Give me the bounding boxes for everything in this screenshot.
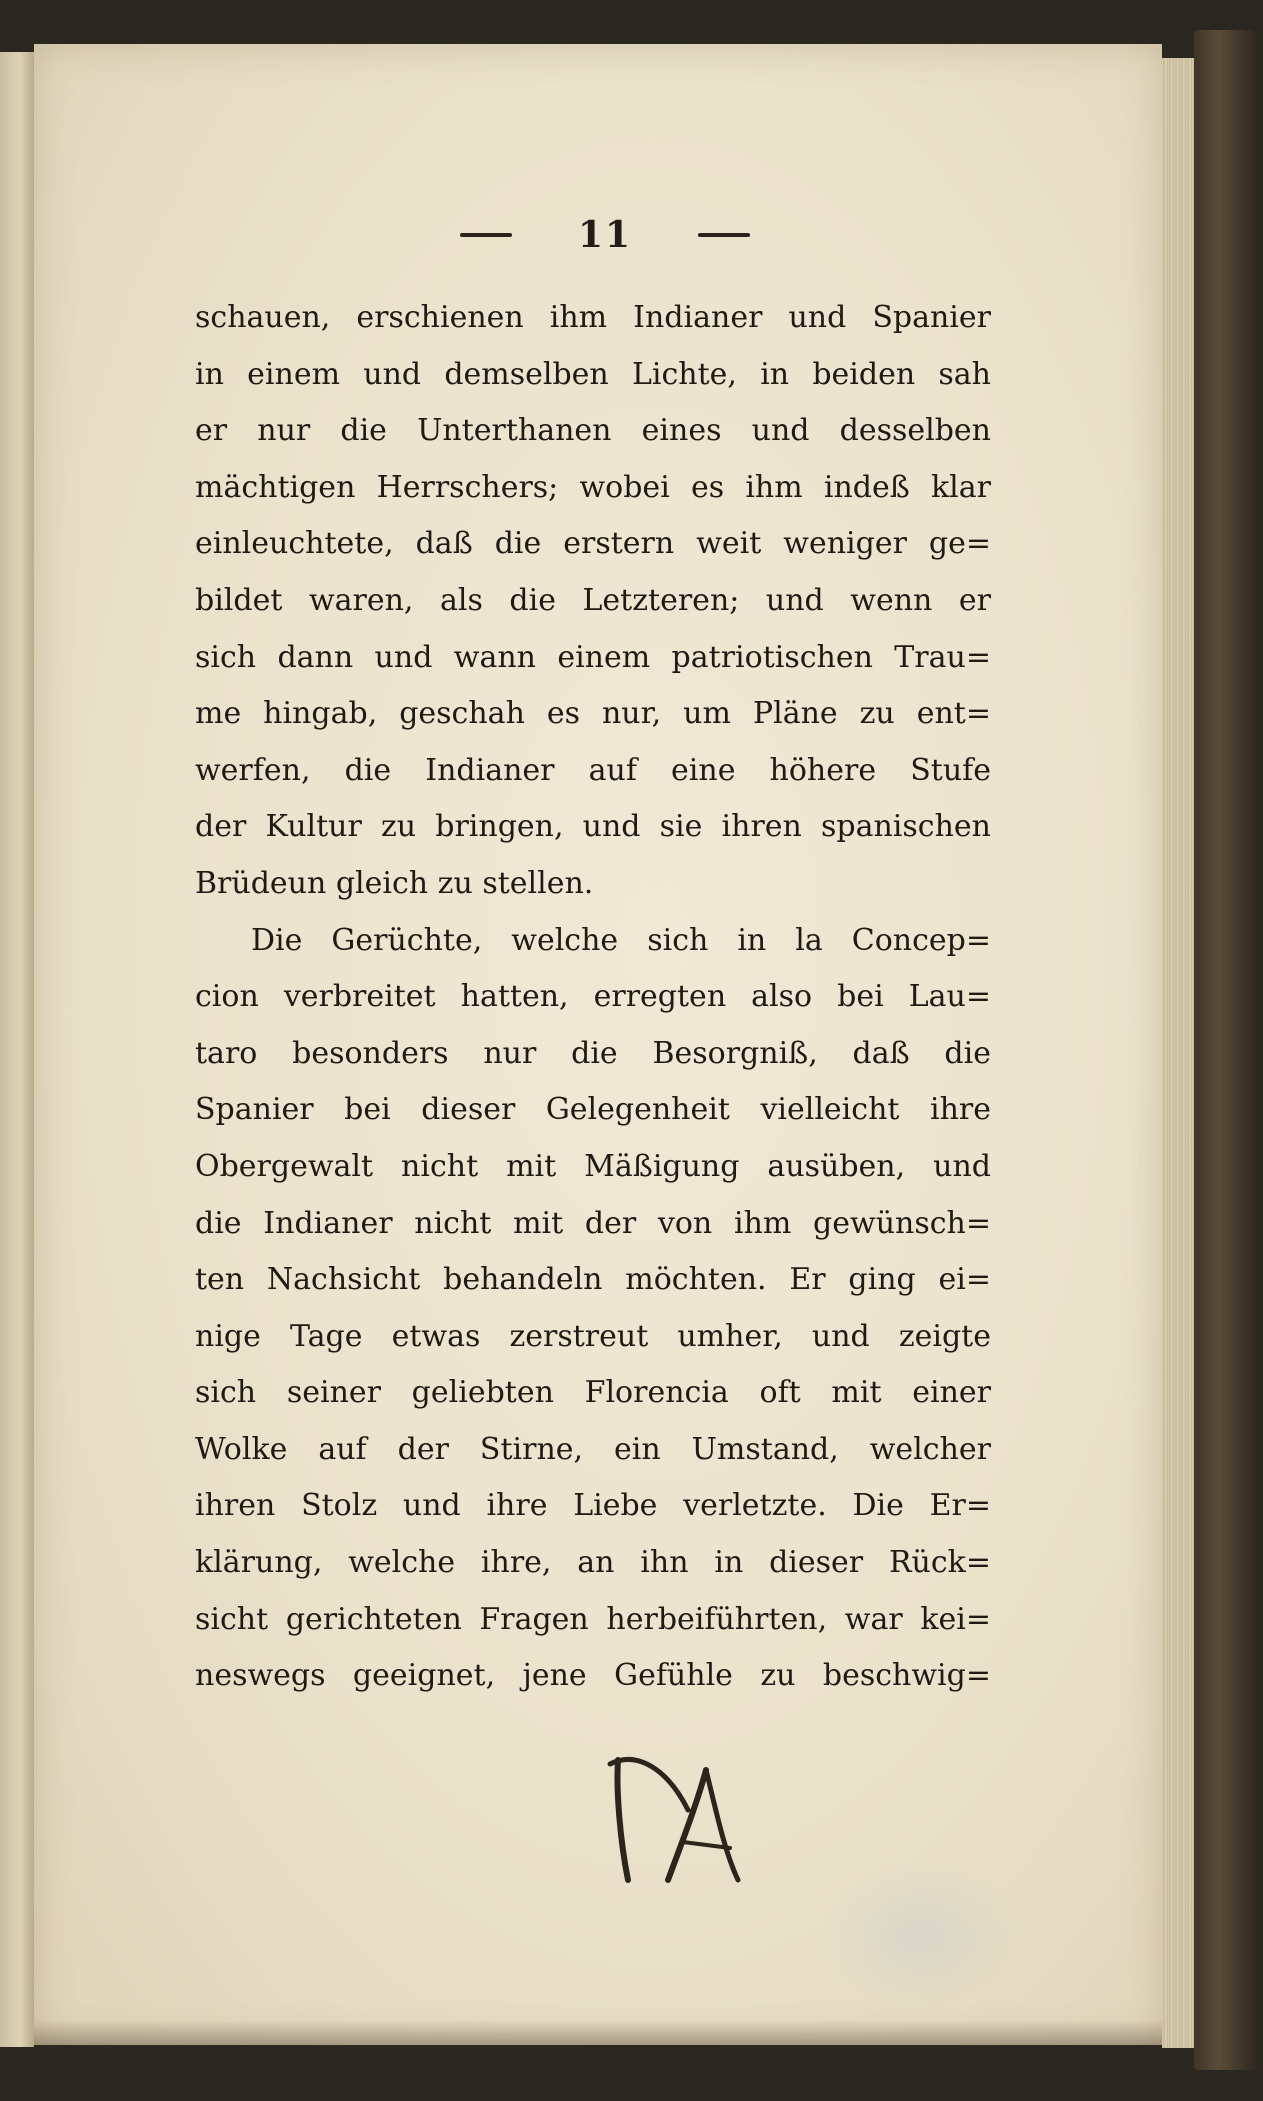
text-line: der Kultur zu bringen, und sie ihren spanischen xyxy=(195,809,991,845)
text-line: ihren Stolz und ihre Liebe verletzte. Die Er= xyxy=(195,1488,991,1524)
paragraph-start-line: Die Gerüchte, welche sich in la Concep= xyxy=(251,922,991,958)
text-line: nige Tage etwas zerstreut umher, und zeigte xyxy=(195,1318,991,1354)
text-line: werfen, die Indianer auf eine höhere Stufe xyxy=(195,752,991,788)
text-line: bildet waren, als die Letzteren; und wenn er xyxy=(195,582,991,618)
handwritten-mark xyxy=(598,1730,748,1900)
text-line: sich seiner geliebten Florencia oft mit einer xyxy=(195,1375,991,1411)
page-number: 11 xyxy=(577,214,633,256)
text-line: neswegs geeignet, jene Gefühle zu beschwig= xyxy=(195,1658,991,1694)
text-line: sich dann und wann einem patriotischen Trau= xyxy=(195,639,991,675)
text-line: schauen, erschienen ihm Indianer und Spanier xyxy=(195,300,991,335)
book-cover xyxy=(1194,30,1256,2070)
text-line: Wolke auf der Stirne, ein Umstand, welcher xyxy=(195,1431,991,1467)
text-line: klärung, welche ihre, an ihn in dieser Rück= xyxy=(195,1545,991,1581)
text-line: die Indianer nicht mit der von ihm gewünsch= xyxy=(195,1205,991,1241)
header-dash-right xyxy=(698,233,750,237)
header-dash-left xyxy=(460,233,512,237)
text-line: sicht gerichteten Fragen herbeiführten, war kei= xyxy=(195,1601,991,1637)
text-line: einleuchtete, daß die erstern weit weniger ge= xyxy=(195,526,991,562)
page-stack-edge xyxy=(1162,58,1194,2048)
facing-page-edge xyxy=(0,52,34,2047)
text-line: ten Nachsicht behandeln möchten. Er ging ei= xyxy=(195,1262,991,1298)
text-line: taro besonders nur die Besorgniß, daß die xyxy=(195,1035,991,1071)
body-text xyxy=(195,290,991,1705)
text-line: Obergewalt nicht mit Mäßigung ausüben, und xyxy=(195,1148,991,1184)
text-line: in einem und demselben Lichte, in beiden sah xyxy=(195,356,991,392)
text-line: mächtigen Herrschers; wobei es ihm indeß klar xyxy=(195,469,991,505)
paper-stain xyxy=(820,1860,1020,2010)
page-bottom-shadow xyxy=(34,2020,1162,2046)
paragraph-end-line: Brüdeun gleich zu stellen. xyxy=(195,865,594,901)
text-line: me hingab, geschah es nur, um Pläne zu ent= xyxy=(195,696,991,732)
text-line: er nur die Unterthanen eines und desselben xyxy=(195,413,991,449)
text-line: Spanier bei dieser Gelegenheit vielleicht ihre xyxy=(195,1092,991,1128)
page-header xyxy=(460,205,750,265)
text-line: cion verbreitet hatten, erregten also bei Lau= xyxy=(195,979,991,1015)
